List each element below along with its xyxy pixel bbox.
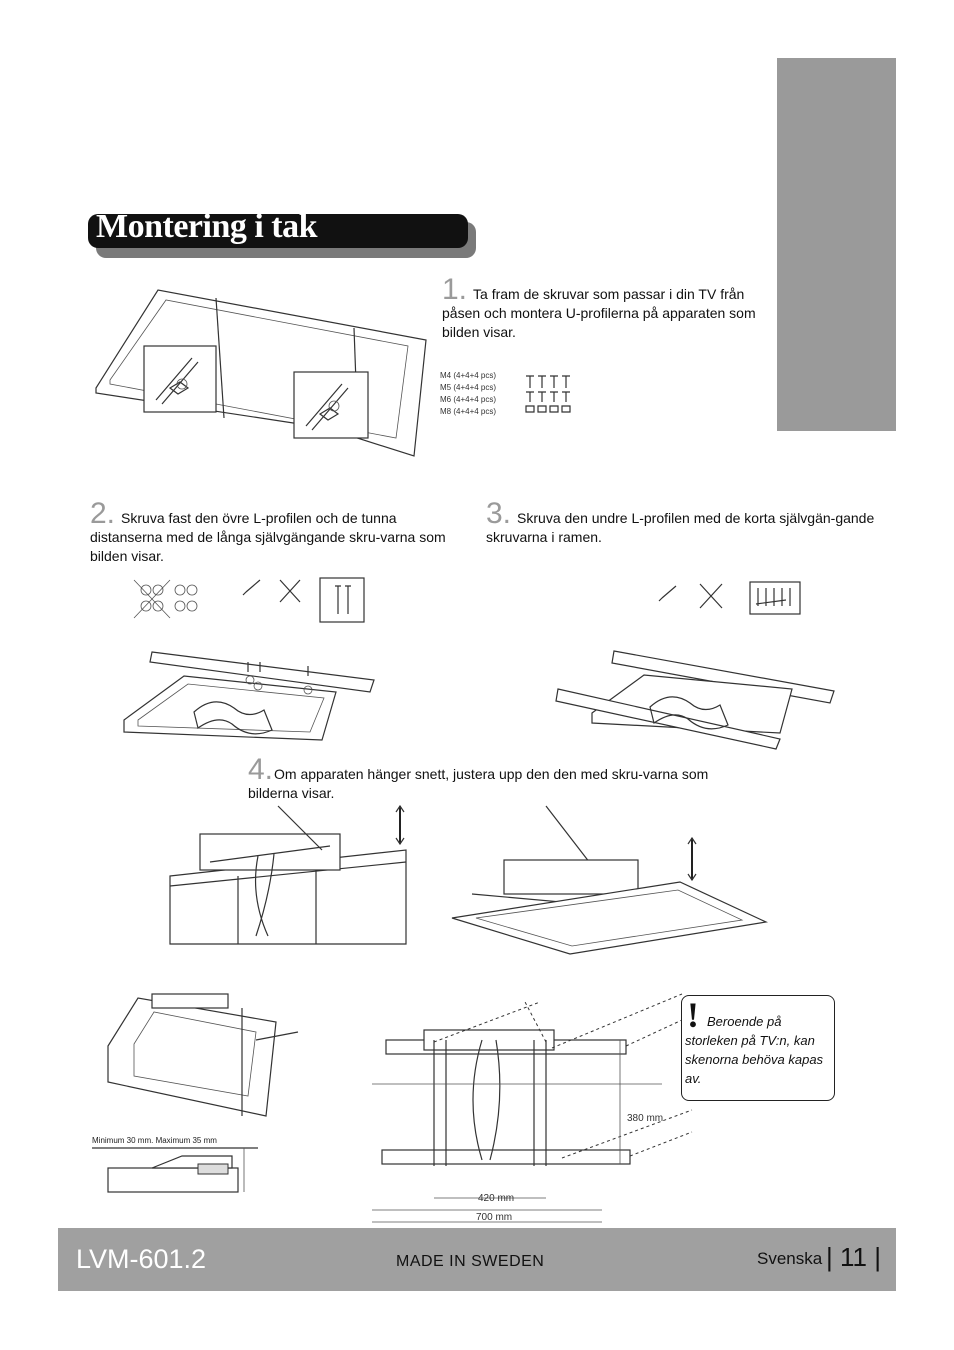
step4-right-illustration bbox=[450, 806, 770, 956]
dimension-420: 420 mm bbox=[478, 1193, 515, 1204]
step-3-text bbox=[486, 497, 896, 547]
step3-parts-icons bbox=[660, 580, 804, 616]
step-3-number: 3. bbox=[486, 497, 512, 530]
step-4-number: 4. bbox=[248, 753, 274, 786]
step-2-number: 2. bbox=[90, 497, 116, 530]
rail-dimension-diagram bbox=[372, 1000, 662, 1226]
step-1-text bbox=[442, 273, 762, 342]
screw-m4: M4 (4+4+4 pcs) bbox=[440, 371, 497, 380]
language-label: Svenska bbox=[757, 1249, 823, 1268]
page-number: | 11 | bbox=[826, 1242, 881, 1272]
step-2-text bbox=[90, 497, 450, 566]
mount-perspective-illustration bbox=[106, 992, 298, 1120]
step-1-number: 1. bbox=[442, 273, 468, 306]
dimension-700: 700 mm bbox=[476, 1212, 513, 1223]
step3-frame-diagram bbox=[552, 645, 834, 755]
section-tab bbox=[777, 58, 896, 431]
screws-icon bbox=[524, 372, 576, 420]
screw-m5: M5 (4+4+4 pcs) bbox=[440, 383, 497, 392]
step-4-body: Om apparaten hänger snett, justera upp den den med skru-varna som bilderna visar. bbox=[248, 766, 709, 801]
screw-list bbox=[440, 370, 530, 418]
model-name: LVM-601.2 bbox=[76, 1244, 207, 1274]
note-box bbox=[681, 995, 835, 1101]
step2-parts-icons bbox=[128, 576, 368, 626]
step-3-body: Skruva den undre L-profilen med de korta självgän-gande skruvarna i ramen. bbox=[486, 510, 875, 545]
step-4-text bbox=[248, 753, 718, 803]
step-2-body: Skruva fast den övre L-profilen och de tunna distanserna med de långa självgängande skru-varna som bilden visar. bbox=[90, 510, 446, 564]
screw-m6: M6 (4+4+4 pcs) bbox=[440, 395, 497, 404]
made-in-label: MADE IN SWEDEN bbox=[396, 1253, 545, 1270]
step1-illustration bbox=[96, 288, 436, 463]
step-1-body: Ta fram de skruvar som passar i din TV från påsen och montera U-profilerna på apparaten som bilden visar. bbox=[442, 286, 756, 340]
page-title: Montering i tak bbox=[96, 208, 318, 245]
step2-frame-diagram bbox=[124, 640, 374, 744]
screw-m8: M8 (4+4+4 pcs) bbox=[440, 407, 497, 416]
warning-icon: ! bbox=[687, 995, 699, 1035]
side-profile-diagram bbox=[92, 1146, 258, 1206]
dimension-380: 380 mm bbox=[627, 1113, 664, 1124]
step4-left-illustration bbox=[170, 806, 412, 944]
min-max-label: Minimum 30 mm. Maximum 35 mm bbox=[92, 1136, 217, 1145]
note-text: Beroende på storleken på TV:n, kan skenorna behöva kapas av. bbox=[685, 1014, 824, 1086]
